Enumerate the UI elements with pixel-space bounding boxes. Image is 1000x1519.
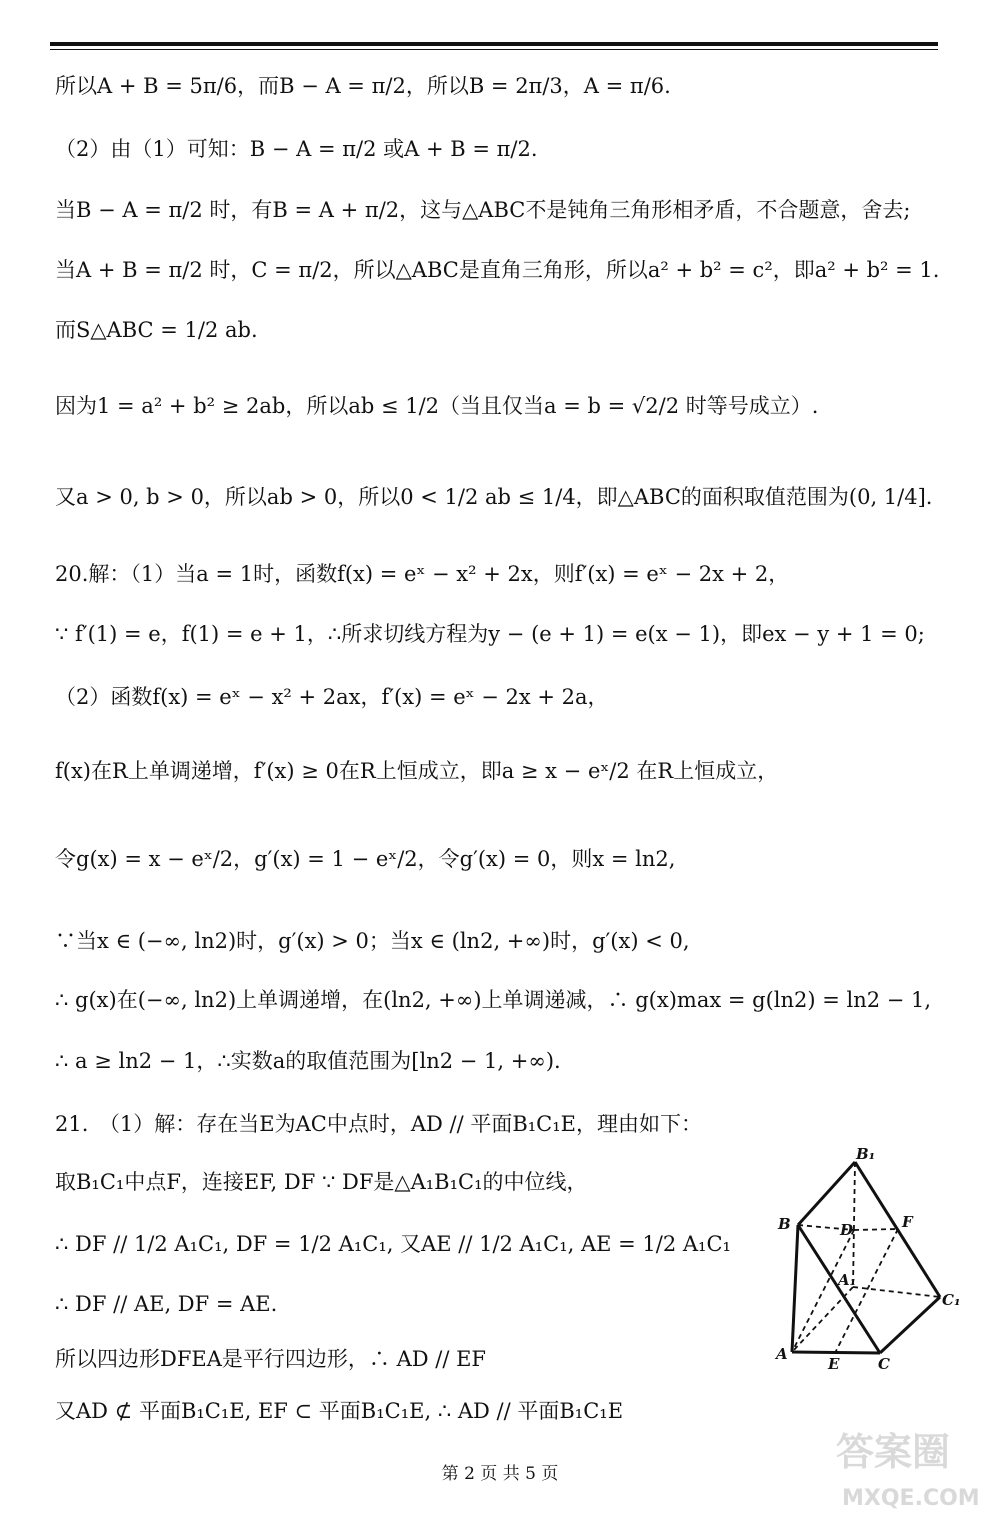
line-10: （2）函数f(x) = eˣ − x² + 2ax，f′(x) = eˣ − 2x + 2a， <box>55 685 609 709</box>
line-6: 因为1 = a² + b² ≥ 2ab，所以ab ≤ 1/2（当且仅当a = b = √2/2 时等号成立）. <box>55 394 819 418</box>
line-3: 当B − A = π/2 时，有B = A + π/2，这与△ABC不是钝角三角形相矛盾，不合题意，舍去; <box>55 198 911 222</box>
line-15: ∴ a ≥ ln2 − 1，∴实数a的取值范围为[ln2 − 1, +∞). <box>55 1049 561 1073</box>
watermark-logo <box>832 1420 982 1515</box>
header-rule-thick <box>50 42 938 46</box>
line-18: ∴ DF // 1/2 A₁C₁, DF = 1/2 A₁C₁, 又AE // 1/2 A₁C₁, AE = 1/2 A₁C₁ <box>55 1232 731 1256</box>
label-d: D <box>840 1221 854 1239</box>
label-f: F <box>902 1213 913 1231</box>
label-c: C <box>878 1355 890 1373</box>
edge-a1-a <box>792 1287 853 1352</box>
label-e: E <box>828 1355 840 1373</box>
edge-b-a <box>792 1225 798 1352</box>
line-4: 当A + B = π/2 时，C = π/2，所以△ABC是直角三角形，所以a² + b² = c²，即a² + b² = 1. <box>55 258 940 282</box>
line-11: f(x)在R上单调递增，f′(x) ≥ 0在R上恒成立，即a ≥ x − eˣ/2 在R上恒成立， <box>55 759 779 783</box>
watermark-brand: 答案圈 <box>836 1430 951 1474</box>
line-7: 又a > 0, b > 0，所以ab > 0，所以0 < 1/2 ab ≤ 1/4，即△ABC的面积取值范围为(0, 1/4]. <box>55 485 933 509</box>
line-8: 20.解：（1）当a = 1时，函数f(x) = eˣ − x² + 2x，则f′(x) = eˣ − 2x + 2， <box>55 562 790 586</box>
edge-b1-a1 <box>853 1162 855 1287</box>
label-b1: B₁ <box>856 1145 876 1163</box>
line-13: ∵当x ∈ (−∞, ln2)时，g′(x) > 0；当x ∈ (ln2, +∞)时，g′(x) < 0, <box>55 929 690 953</box>
header-rule-thin <box>50 49 938 50</box>
line-12: 令g(x) = x − eˣ/2，g′(x) = 1 − eˣ/2，令g′(x) = 0，则x = ln2, <box>55 847 676 871</box>
label-b: B <box>778 1215 791 1233</box>
segment-d-f <box>854 1229 898 1230</box>
label-a1: A₁ <box>838 1271 857 1289</box>
edge-a1-c1 <box>853 1287 940 1297</box>
line-5: 而S△ABC = 1/2 ab. <box>55 318 258 342</box>
line-9: ∵ f′(1) = e，f(1) = e + 1，∴所求切线方程为y − (e + 1) = e(x − 1)，即ex − y + 1 = 0; <box>55 622 925 646</box>
watermark-url: MXQE.COM <box>842 1486 980 1511</box>
line-1: 所以A + B = 5π/6，而B − A = π/2，所以B = 2π/3，A = π/6. <box>55 74 671 98</box>
line-2: （2）由（1）可知：B − A = π/2 或A + B = π/2. <box>55 137 538 161</box>
line-19: ∴ DF // AE, DF = AE. <box>55 1292 278 1316</box>
edge-c1-c <box>880 1297 940 1353</box>
edge-b-b1 <box>798 1162 855 1225</box>
line-20: 所以四边形DFEA是平行四边形，∴ AD // EF <box>55 1347 486 1371</box>
line-16: 21. （1）解：存在当E为AC中点时，AD // 平面B₁C₁E，理由如下： <box>55 1112 702 1136</box>
page-footer: 第 2 页 共 5 页 <box>441 1464 559 1484</box>
label-c1: C₁ <box>942 1291 961 1309</box>
line-14: ∴ g(x)在(−∞, ln2)上单调递增，在(ln2, +∞)上单调递减，∴ g(x)max = g(ln2) = ln2 − 1, <box>55 988 932 1012</box>
line-21: 又AD ⊄ 平面B₁C₁E, EF ⊂ 平面B₁C₁E, ∴ AD // 平面B₁C₁E <box>55 1399 624 1423</box>
prism-figure <box>770 1145 970 1375</box>
label-a: A <box>776 1345 788 1363</box>
line-17: 取B₁C₁中点F，连接EF, DF ∵ DF是△A₁B₁C₁的中位线， <box>55 1170 588 1194</box>
